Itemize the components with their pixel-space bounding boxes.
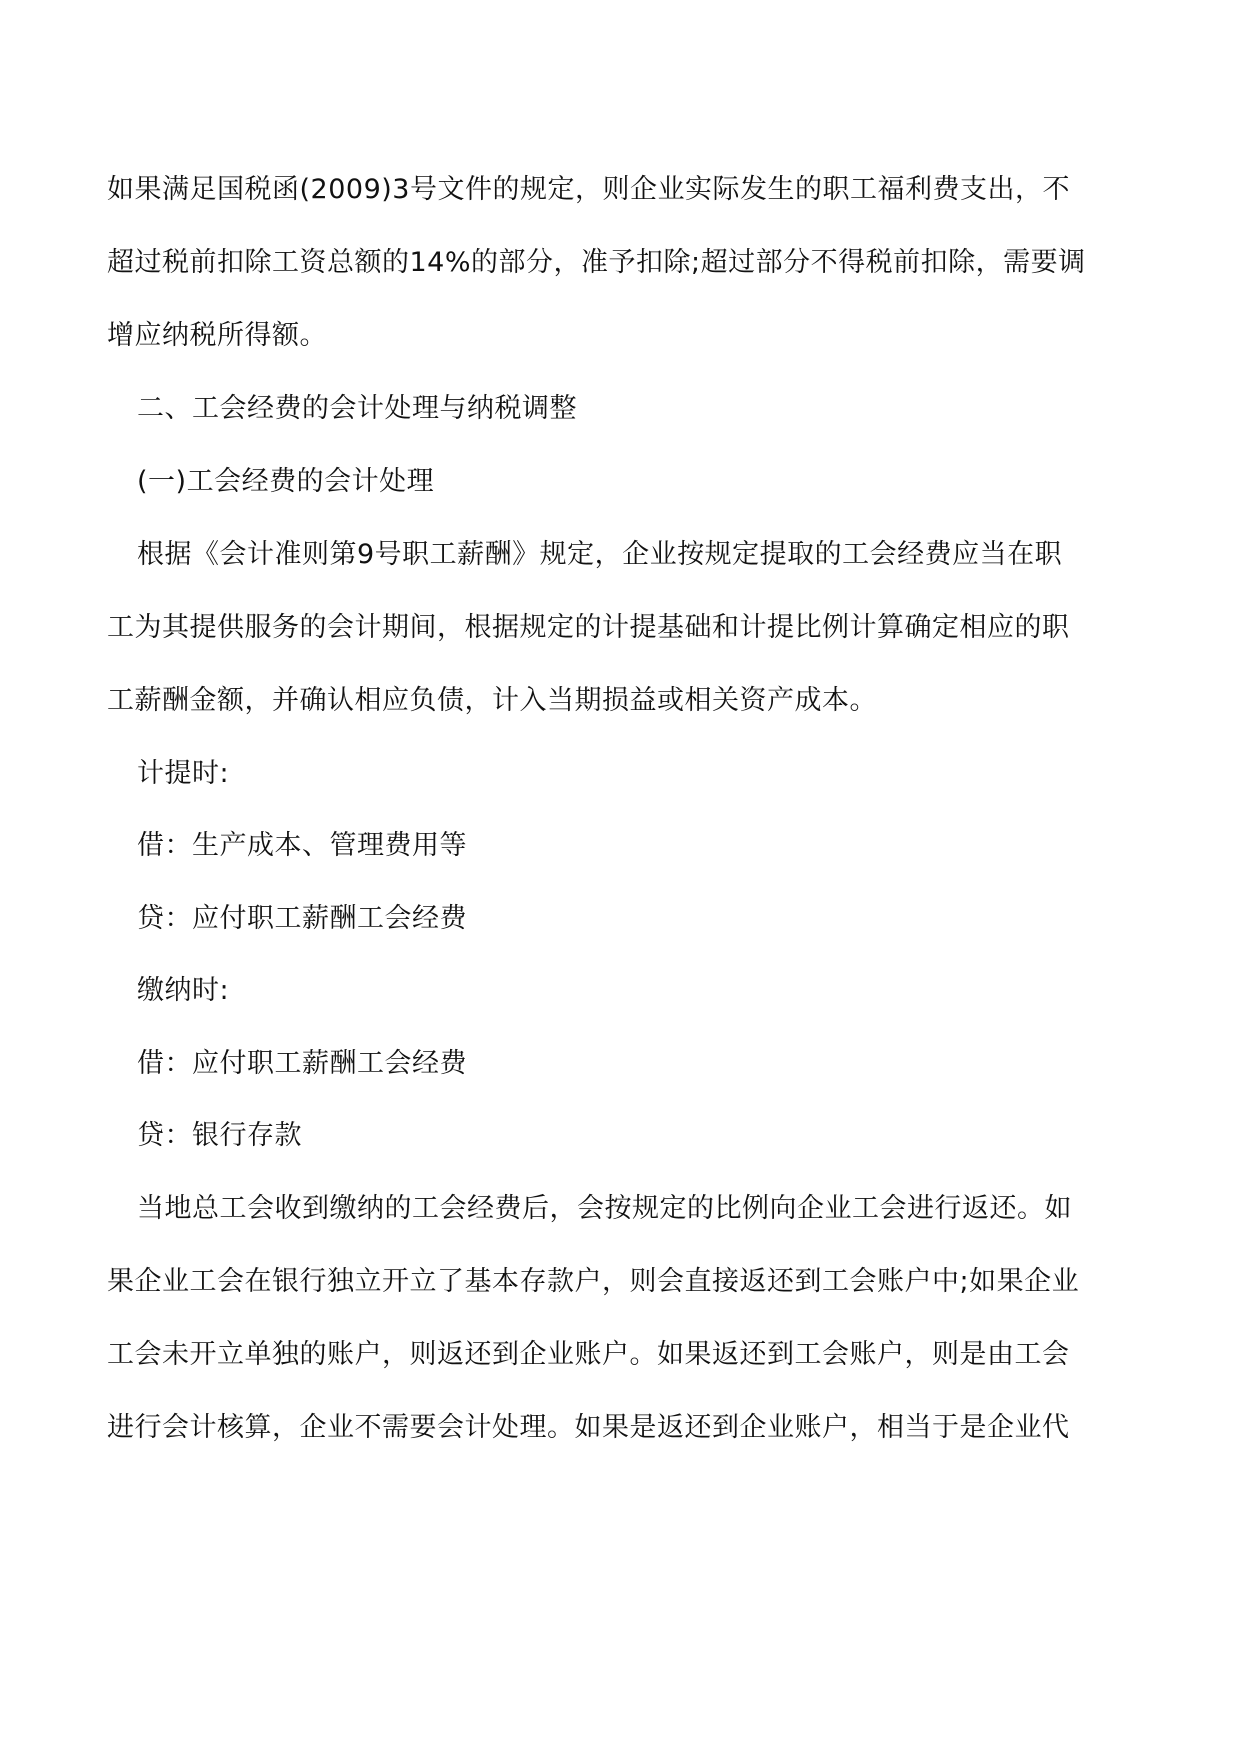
journal-entry: 借：生产成本、管理费用等 (137, 830, 467, 861)
paragraph-line: 工薪酬金额，并确认相应负债，计入当期损益或相关资产成本。 (107, 685, 877, 716)
entry-label: 缴纳时: (137, 975, 230, 1006)
paragraph-line: 如果满足国税函(2009)3号文件的规定，则企业实际发生的职工福利费支出，不 (107, 174, 1070, 205)
journal-entry: 贷：应付职工薪酬工会经费 (137, 903, 467, 934)
paragraph-line: 超过税前扣除工资总额的14%的部分，准予扣除;超过部分不得税前扣除，需要调 (107, 247, 1086, 278)
paragraph-line: 工会未开立单独的账户，则返还到企业账户。如果返还到工会账户，则是由工会 (107, 1339, 1070, 1370)
journal-entry: 贷：银行存款 (137, 1120, 302, 1151)
section-heading: 二、工会经费的会计处理与纳税调整 (137, 393, 577, 424)
paragraph-line: 进行会计核算，企业不需要会计处理。如果是返还到企业账户，相当于是企业代 (107, 1412, 1070, 1443)
journal-entry: 借：应付职工薪酬工会经费 (137, 1048, 467, 1079)
entry-label: 计提时: (137, 758, 230, 789)
paragraph-line: 根据《会计准则第9号职工薪酬》规定，企业按规定提取的工会经费应当在职 (137, 539, 1063, 570)
subsection-heading: (一)工会经费的会计处理 (137, 466, 435, 497)
paragraph-line: 增应纳税所得额。 (107, 320, 327, 351)
paragraph-line: 果企业工会在银行独立开立了基本存款户，则会直接返还到工会账户中;如果企业 (107, 1266, 1080, 1297)
paragraph-line: 工为其提供服务的会计期间，根据规定的计提基础和计提比例计算确定相应的职 (107, 612, 1070, 643)
paragraph-line: 当地总工会收到缴纳的工会经费后，会按规定的比例向企业工会进行返还。如 (137, 1193, 1072, 1224)
